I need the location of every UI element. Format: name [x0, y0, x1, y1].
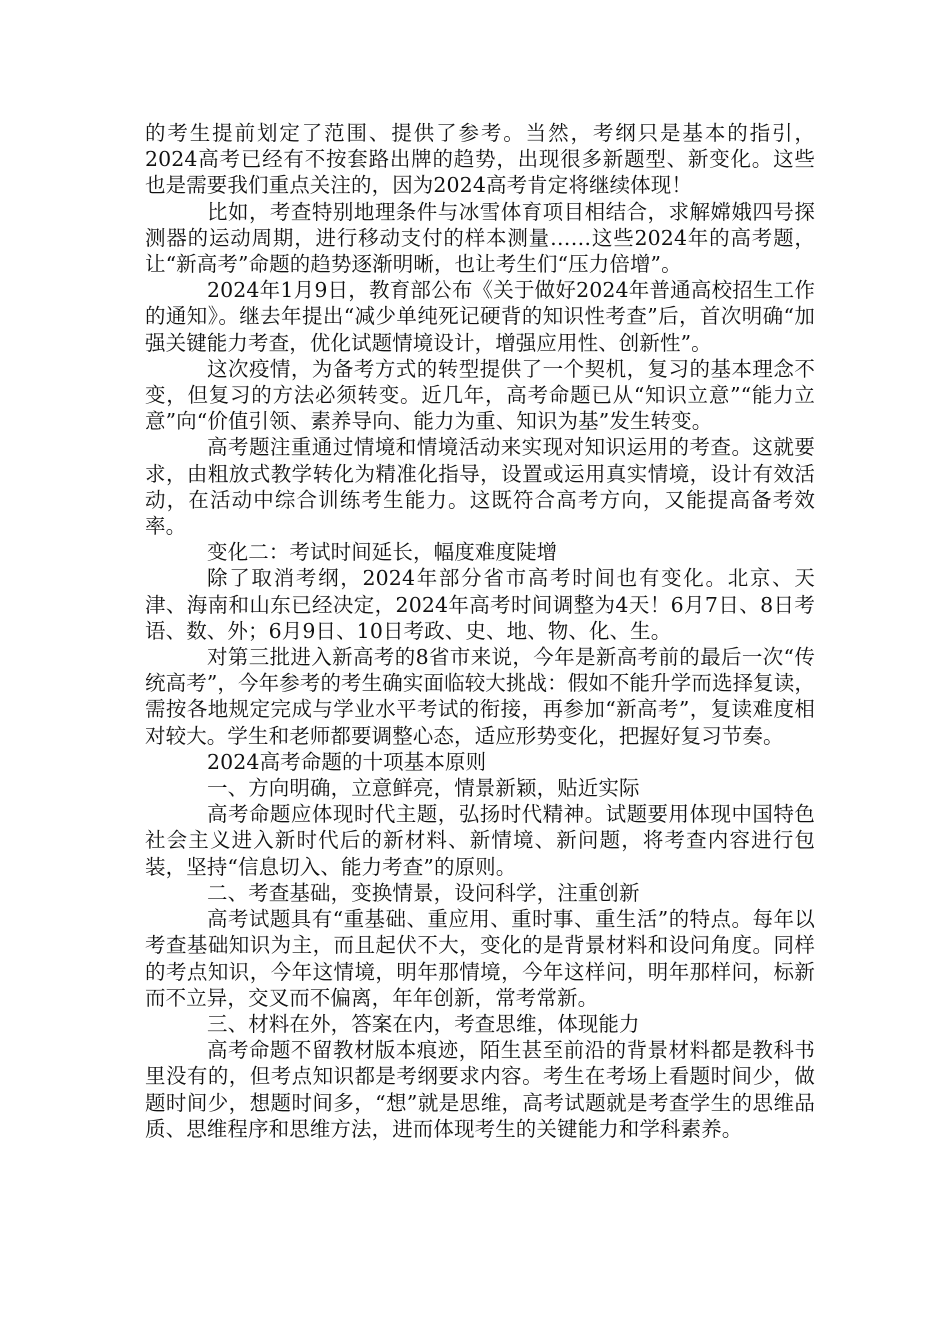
paragraph: 2024年1月9日，教育部公布《关于做好2024年普通高校招生工作的通知》。继去年提出“减少单纯死记硬背的知识性考查”后，首次明确“加强关键能力考查，优化试题情境设计，增强应用性、创新性”。 [145, 278, 815, 355]
principle-heading: 一、方向明确，立意鲜亮，情景新颖，贴近实际 [207, 776, 640, 801]
paragraph: 对第三批进入新高考的8省市来说，今年是新高考前的最后一次“传统高考”，今年参考的考生确实面临较大挑战：假如不能升学而选择复读，需按各地规定完成与学业水平考试的衔接，再参加“新高考”，复读难度相对较大。学生和老师都要调整心态，适应形势变化，把握好复习节奏。 [145, 645, 815, 748]
paragraph: 比如，考查特别地理条件与冰雪体育项目相结合，求解嫦娥四号探测器的运动周期，进行移动支付的样本测量……这些2024年的高考题，让“新高考”命题的趋势逐渐明晰，也让考生们“压力倍增”。 [145, 199, 815, 277]
paragraph: 这次疫情，为备考方式的转型提供了一个契机，复习的基本理念不变，但复习的方法必须转变。近几年，高考命题已从“知识立意”“能力立意”向“价值引领、素养导向、能力为重、知识为基”发生转变。 [145, 356, 815, 434]
paragraph: 高考题注重通过情境和情境活动来实现对知识运用的考查。这就要求，由粗放式教学转化为精准化指导，设置或运用真实情境，设计有效活动，在活动中综合训练考生能力。这既符合高考方向，又能提高备考效率。 [145, 435, 815, 539]
document-body [145, 120, 815, 1142]
paragraph: 的考生提前划定了范围、提供了参考。当然，考纲只是基本的指引，2024高考已经有不按套路出牌的趋势，出现很多新题型、新变化。这些也是需要我们重点关注的，因为2024高考肯定将继续体现！ [145, 121, 815, 198]
principle-heading: 二、考查基础，变换情景，设问科学，注重创新 [207, 880, 640, 905]
paragraph: 高考试题具有“重基础、重应用、重时事、重生活”的特点。每年以考查基础知识为主，而且起伏不大，变化的是背景材料和设问角度。同样的考点知识，今年这情境，明年那情境，今年这样问，明年那样问，标新而不立异，交叉而不偏离，年年创新，常考常新。 [145, 907, 815, 1010]
paragraph: 除了取消考纲，2024年部分省市高考时间也有变化。北京、天津、海南和山东已经决定，2024年高考时间调整为4天！6月7日、8日考语、数、外；6月9日、10日考政、史、地、物、化、生。 [145, 566, 815, 643]
section-heading: 2024高考命题的十项基本原则 [207, 749, 487, 774]
paragraph: 高考命题应体现时代主题，弘扬时代精神。试题要用体现中国特色社会主义进入新时代后的新材料、新情境、新问题，将考查内容进行包装，坚持“信息切入、能力考查”的原则。 [145, 802, 815, 879]
paragraph: 高考命题不留教材版本痕迹，陌生甚至前沿的背景材料都是教科书里没有的，但考点知识都是考纲要求内容。考生在考场上看题时间少，做题时间少，想题时间多，“想”就是思维，高考试题就是考查学生的思维品质、思维程序和思维方法，进而体现考生的关键能力和学科素养。 [145, 1038, 815, 1141]
section-heading: 变化二：考试时间延长，幅度难度陡增 [207, 540, 558, 565]
principle-heading: 三、材料在外，答案在内，考查思维，体现能力 [207, 1011, 640, 1036]
